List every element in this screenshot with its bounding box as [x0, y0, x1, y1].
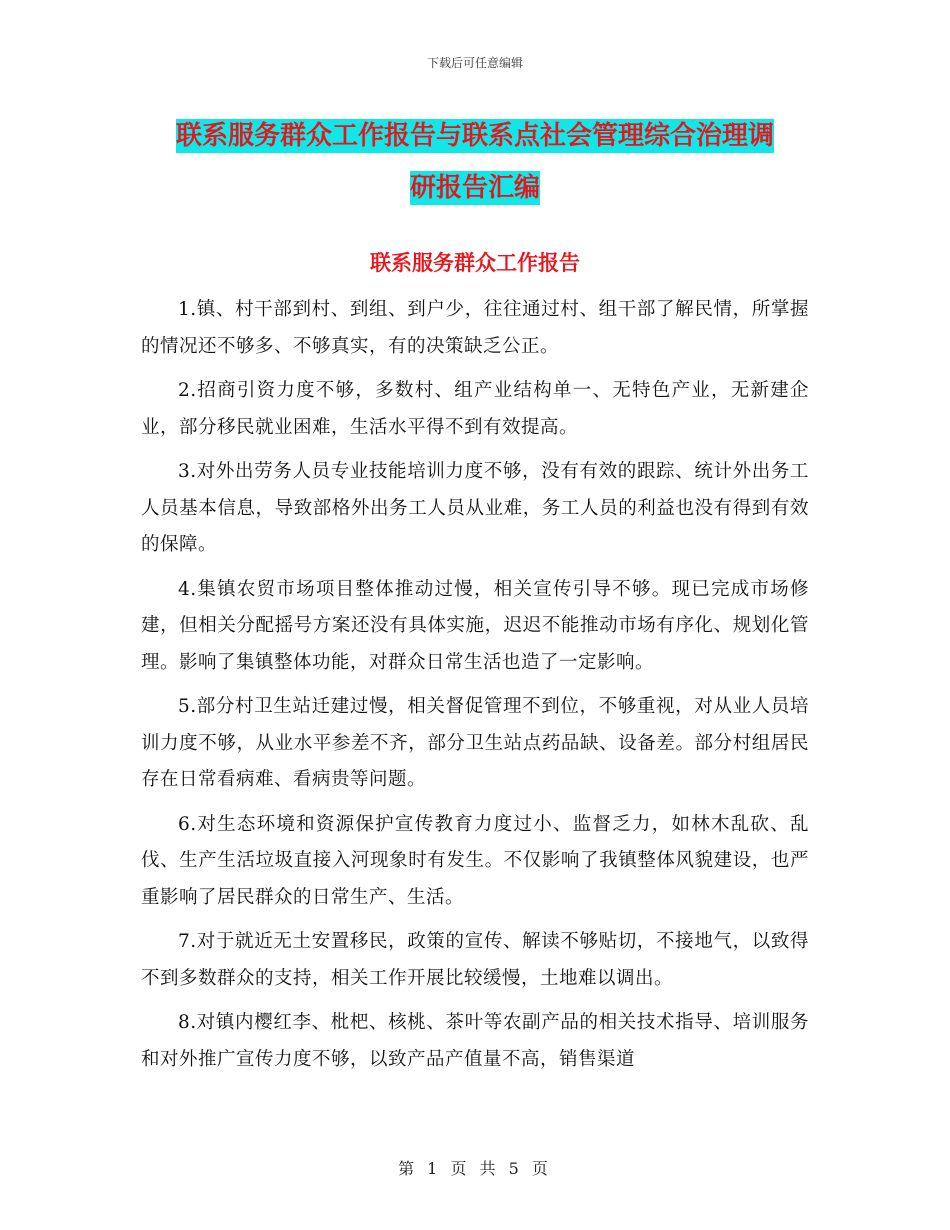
body-text [141, 292, 809, 1086]
section-title: 联系服务群众工作报告 [370, 251, 580, 275]
paragraph-6: 6.对生态环境和资源保护宣传教育力度过小、监督乏力，如林木乱砍、乱伐、生产生活垃圾直接入河现象时有发生。不仅影响了我镇整体风貌建设，也严重影响了居民群众的日常生产、生活。 [141, 813, 809, 908]
paragraph-5: 5.部分村卫生站迁建过慢，相关督促管理不到位，不够重视，对从业人员培训力度不够，从业水平参差不齐，部分卫生站点药品缺、设备差。部分村组居民存在日常看病难、看病贵等问题。 [141, 696, 809, 790]
header-note: 下载后可任意编辑 [426, 56, 523, 70]
document-title-line-2: 研报告汇编 [409, 173, 540, 203]
paragraph-1: 1.镇、村干部到村、到组、到户少，往往通过村、组干部了解民情，所掌握的情况还不够多、不够真实，有的决策缺乏公正。 [141, 299, 809, 357]
paragraph-8: 8.对镇内樱红李、枇杷、核桃、茶叶等农副产品的相关技术指导、培训服务和对外推广宣传力度不够，以致产品产值量不高，销售渠道 [141, 1012, 809, 1070]
page-footer: 第 1 页 共 5 页 [398, 1159, 552, 1178]
paragraph-2: 2.招商引资力度不够，多数村、组产业结构单一、无特色产业，无新建企业，部分移民就业困难，生活水平得不到有效提高。 [141, 380, 809, 438]
paragraph-4: 4.集镇农贸市场项目整体推动过慢，相关宣传引导不够。现已完成市场修建，但相关分配摇号方案还没有具体实施，迟迟不能推动市场有序化、规划化管理。影响了集镇整体功能，对群众日常生活也造了一定影响。 [141, 578, 809, 673]
document-title-line-1: 联系服务群众工作报告与联系点社会管理综合治理调 [175, 121, 774, 151]
document-title [140, 110, 810, 214]
paragraph-7: 7.对于就近无土安置移民，政策的宣传、解读不够贴切，不接地气，以致得不到多数群众的支持，相关工作开展比较缓慢，土地难以调出。 [141, 931, 809, 989]
paragraph-3: 3.对外出劳务人员专业技能培训力度不够，没有有效的跟踪、统计外出务工人员基本信息，导致部格外出务工人员从业难，务工人员的利益也没有得到有效的保障。 [141, 461, 809, 555]
